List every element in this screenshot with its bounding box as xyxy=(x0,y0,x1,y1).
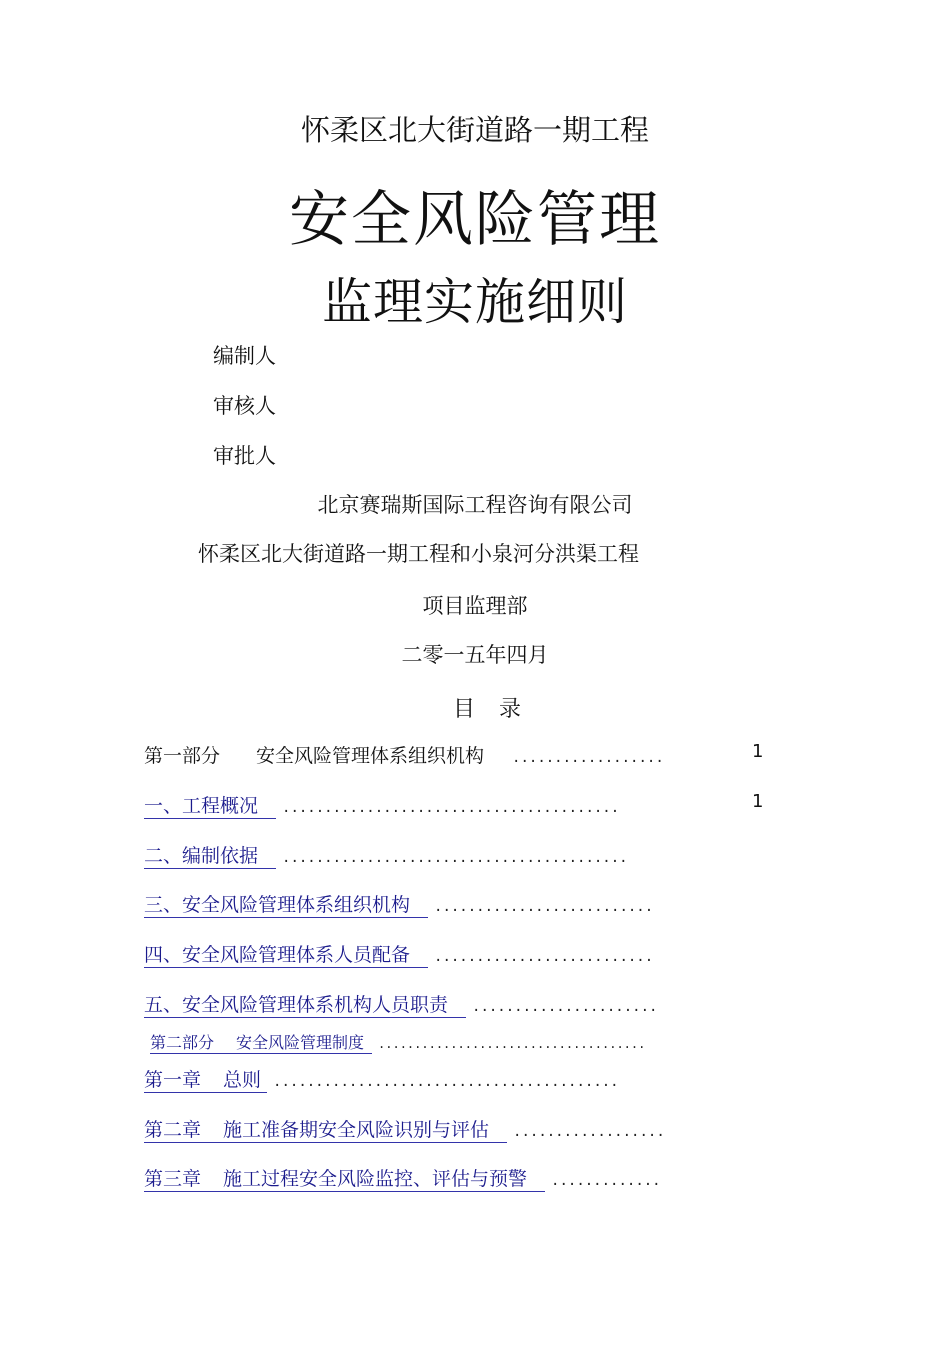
toc-item-dots: ........................................ xyxy=(282,800,620,816)
toc-item-title: 安全风险管理体系组织机构 xyxy=(256,745,485,767)
toc-item-title: 安全风险管理制度 xyxy=(236,1033,365,1052)
toc-item-organization[interactable] xyxy=(144,890,653,918)
toc-item-duties[interactable] xyxy=(144,990,657,1018)
toc-item-dots: ............. xyxy=(551,1173,661,1189)
toc-item-title: 施工准备期安全风险识别与评估 xyxy=(223,1119,490,1141)
toc-item-link[interactable]: 一、工程概况 xyxy=(144,791,276,819)
compiler-label: 编制人 xyxy=(213,344,276,368)
toc-item-dots: ......................................... xyxy=(273,1074,619,1090)
toc-item-label: 第三章 xyxy=(144,1168,202,1190)
toc-item-dots: .................. xyxy=(513,1124,665,1140)
toc-item-staffing[interactable] xyxy=(144,940,653,968)
toc-item-chapter1[interactable] xyxy=(144,1065,619,1093)
toc-item-label: 第二部分 xyxy=(150,1033,215,1052)
toc-item-link[interactable]: 四、安全风险管理体系人员配备 xyxy=(144,940,428,968)
toc-item-label: 第一章 xyxy=(144,1069,202,1091)
toc-item-page: 1 xyxy=(752,791,764,812)
toc-item-basis[interactable] xyxy=(144,841,628,869)
document-title: 安全风险管理 xyxy=(289,185,661,255)
toc-item-link[interactable] xyxy=(144,1115,507,1143)
toc-item-page: 1 xyxy=(752,741,764,762)
toc-item-overview[interactable] xyxy=(144,791,784,819)
reviewer-label: 审核人 xyxy=(213,394,276,418)
toc-item-link[interactable] xyxy=(144,1164,545,1192)
toc-item-part1 xyxy=(144,741,784,768)
toc-item-link[interactable]: 二、编制依据 xyxy=(144,841,276,869)
toc-item-chapter2[interactable] xyxy=(144,1115,665,1143)
document-subtitle: 监理实施细则 xyxy=(322,273,628,331)
toc-item-dots: .......................... xyxy=(434,949,654,965)
toc-item-link[interactable] xyxy=(144,1065,267,1093)
toc-item-title: 施工过程安全风险监控、评估与预警 xyxy=(223,1168,528,1190)
toc-item-label: 第一部分 xyxy=(144,745,221,767)
project-name: 怀柔区北大街道路一期工程 xyxy=(300,113,649,147)
toc-item-link[interactable]: 五、安全风险管理体系机构人员职责 xyxy=(144,990,466,1018)
approver-label: 审批人 xyxy=(213,444,276,468)
department-name: 项目监理部 xyxy=(422,594,528,618)
toc-item-dots: .......................... xyxy=(434,899,654,915)
document-date: 二零一五年四月 xyxy=(401,643,549,667)
project-full-name: 怀柔区北大街道路一期工程和小泉河分洪渠工程 xyxy=(198,542,639,566)
toc-title: 目录 xyxy=(452,697,545,722)
toc-item-link[interactable]: 三、安全风险管理体系组织机构 xyxy=(144,890,428,918)
toc-item-part2[interactable] xyxy=(150,1030,645,1054)
toc-item-title: 总则 xyxy=(223,1069,262,1091)
company-name: 北京赛瑞斯国际工程咨询有限公司 xyxy=(317,493,633,517)
toc-item-dots: .................. xyxy=(512,750,664,766)
toc-item-chapter3[interactable] xyxy=(144,1164,661,1192)
toc-item-dots: ...................... xyxy=(472,999,658,1015)
toc-item-label: 第二章 xyxy=(144,1119,202,1141)
toc-item-link[interactable] xyxy=(150,1030,372,1054)
toc-item-dots: ..................................... xyxy=(378,1037,646,1051)
toc-item-dots: ......................................... xyxy=(282,850,628,866)
